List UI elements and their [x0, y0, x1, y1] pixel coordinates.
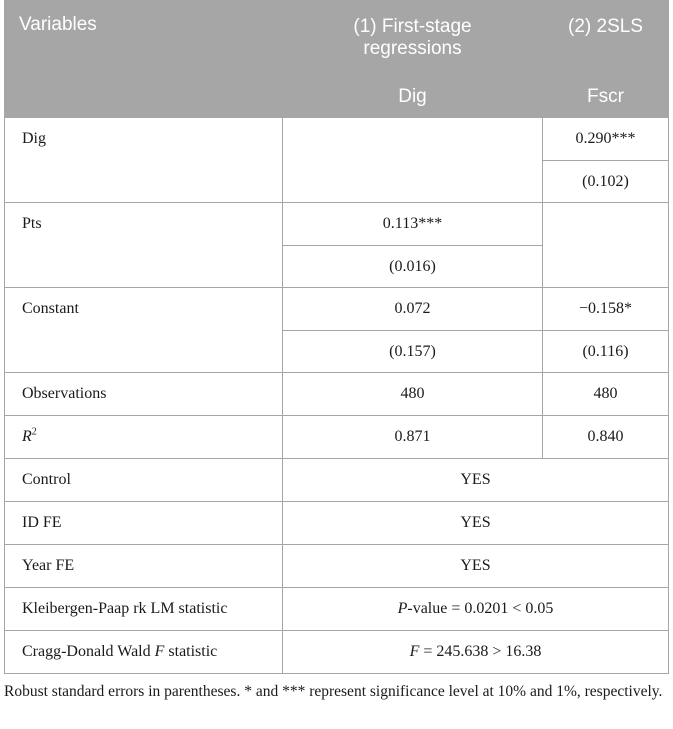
regression-table — [4, 0, 669, 674]
header-2sls: (2) 2SLS — [543, 1, 669, 76]
cell-control: YES — [283, 459, 669, 502]
cell-constant-c2-coef: −0.158* — [543, 288, 669, 331]
cell-constant-c1-coef: 0.072 — [283, 288, 543, 331]
cell-pts-se: (0.016) — [283, 246, 543, 288]
cell-dig-se: (0.102) — [543, 161, 669, 203]
header-dep-fscr: Fscr — [543, 76, 669, 118]
row-label-dig: Dig — [5, 118, 283, 203]
row-label-pts: Pts — [5, 203, 283, 288]
row-label-r2: $R^2$ — [5, 416, 283, 459]
cell-year-fe: YES — [283, 545, 669, 588]
cell-dig-coef: 0.290*** — [543, 118, 669, 161]
row-label-observations: Observations — [5, 373, 283, 416]
cell-r2-c1: 0.871 — [283, 416, 543, 459]
header-variables: Variables — [5, 1, 283, 118]
cell-cd: F = 245.638 > 16.38 — [283, 631, 669, 674]
cell-constant-c1-se: (0.157) — [283, 331, 543, 373]
cell-constant-c2-se: (0.116) — [543, 331, 669, 373]
cell-r2-c2: 0.840 — [543, 416, 669, 459]
row-label-control: Control — [5, 459, 283, 502]
table-footnote: Robust standard errors in parentheses. * and *** represent significance level at 10% and 1%, respectively. — [4, 683, 663, 700]
cell-observations-c1: 480 — [283, 373, 543, 416]
row-label-cd: Cragg-Donald Wald F statistic — [5, 631, 283, 674]
cell-kp: P-value = 0.0201 < 0.05 — [283, 588, 669, 631]
cell-pts-coef: 0.113*** — [283, 203, 543, 246]
row-label-year-fe: Year FE — [5, 545, 283, 588]
cell-id-fe: YES — [283, 502, 669, 545]
row-label-constant: Constant — [5, 288, 283, 373]
cell-empty — [543, 203, 669, 288]
cell-observations-c2: 480 — [543, 373, 669, 416]
row-label-kp: Kleibergen-Paap rk LM statistic — [5, 588, 283, 631]
header-first-stage: (1) First-stage regressions — [283, 1, 543, 76]
cell-empty — [283, 118, 543, 203]
row-label-id-fe: ID FE — [5, 502, 283, 545]
header-dep-dig: Dig — [283, 76, 543, 118]
